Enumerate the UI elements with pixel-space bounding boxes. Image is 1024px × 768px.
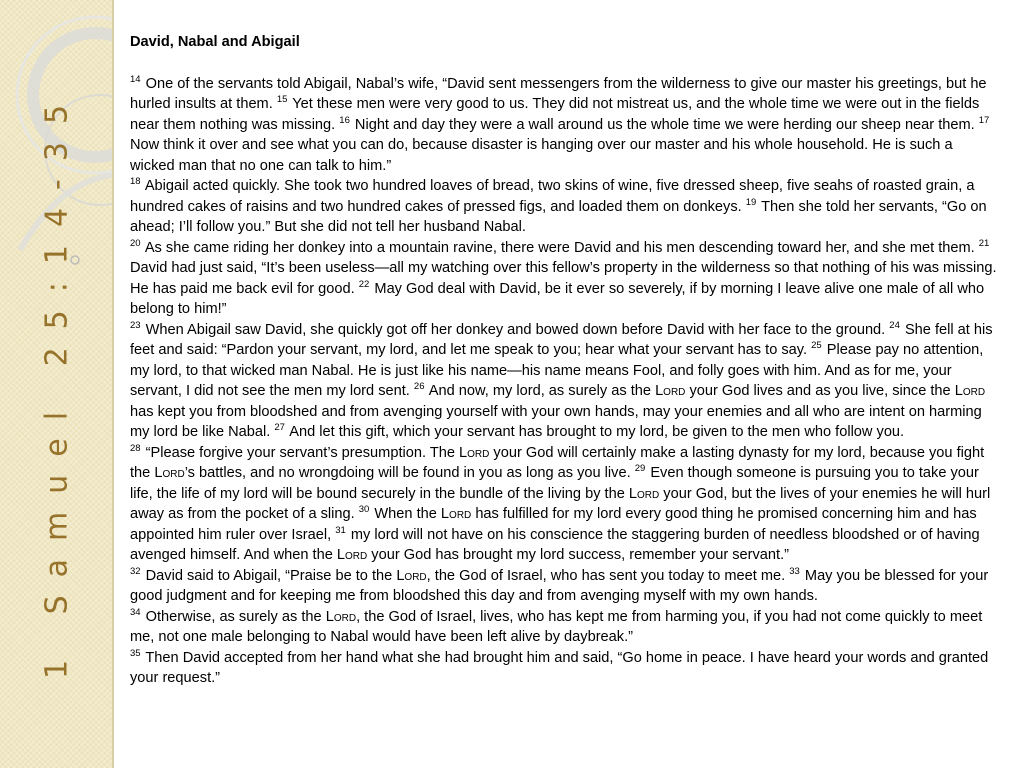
verse-number: 33 <box>789 565 800 577</box>
verse-paragraph <box>130 443 998 566</box>
verse-text: Night and day they were a wall around us the whole time we were herding our sheep near them. <box>354 116 979 133</box>
verse-paragraph <box>130 648 998 689</box>
divine-name: Lord <box>154 465 185 481</box>
verse-text: “Please forgive your servant’s presumption. The <box>145 444 460 461</box>
verse-number: 34 <box>130 606 141 618</box>
passage-body <box>130 74 998 689</box>
verse-text: ’s battles, and no wrongdoing will be found in you as long as you live. <box>184 465 635 481</box>
scripture-passage <box>130 32 998 689</box>
verse-text: When the <box>374 506 441 522</box>
verse-text: has kept you from bloodshed and from avenging yourself with your own hands, may your enemies and all who are intent on harming my lord be like Nabal. <box>130 403 982 440</box>
verse-number: 30 <box>358 504 370 516</box>
verse-text: May God deal with David, be it ever so severely, if by morning I leave alive one male of all who belong to him!” <box>130 280 985 317</box>
verse-text: As she came riding her donkey into a mountain ravine, there were David and his men descending toward her, and she met them. <box>144 239 979 256</box>
divine-name: Lord <box>628 485 660 502</box>
verse-text: Abigail acted quickly. She took two hundred loaves of bread, two skins of wine, five dressed sheep, five seahs of roasted grain, a hundred cakes of raisins and two hundred cakes of pressed figs, and loaded them on donkeys. <box>130 178 975 215</box>
verse-text: Please pay no attention, my lord, to that wicked man Nabal. He is just like his name—his name means Fool, and folly goes with him. And as for me, your servant, I did not see the men my lord sent. <box>130 342 984 399</box>
verse-number: 25 <box>811 340 822 352</box>
verse-paragraph <box>130 74 998 177</box>
verse-text: your God will certainly make a lasting dynasty for my lord, because you fight the <box>130 444 985 481</box>
verse-number: 19 <box>745 196 757 208</box>
verse-number: 26 <box>413 381 425 393</box>
vertical-book-title: 1 Samuel 25:14-35 <box>39 86 75 680</box>
verse-text: your God lives and as you live, since the <box>685 383 955 399</box>
verse-text: And let this gift, which your servant has brought to my lord, be given to the men who follow you. <box>289 424 905 440</box>
verse-number: 14 <box>130 73 141 85</box>
verse-text: has fulfilled for my lord every good thing he promised concerning him and has appointed him ruler over Israel, <box>130 506 977 543</box>
verse-text: When Abigail saw David, she quickly got off her donkey and bowed down before David with her face to the ground. <box>145 321 890 338</box>
verse-text: , the God of Israel, lives, who has kept me from harming you, if you had not come quickly to meet me, not one male belonging to Nabal would have been left alive by daybreak.” <box>130 608 983 645</box>
verse-number: 18 <box>130 176 141 188</box>
passage-title: David, Nabal and Abigail <box>130 34 300 50</box>
divine-name: Lord <box>459 444 490 461</box>
verse-text: Now think it over and see what you can do, because disaster is hanging over our master and his whole household. He is such a wicked man that no one can talk to him.” <box>130 137 953 174</box>
verse-number: 27 <box>274 422 285 434</box>
verse-text: Yet these men were very good to us. They did not mistreat us, and the whole time we were out in the fields near them nothing was missing. <box>130 96 980 133</box>
verse-text: And now, my lord, as surely as the <box>428 383 656 399</box>
verse-text: David said to Abigail, “Praise be to the <box>145 567 397 584</box>
verse-number: 23 <box>130 319 141 331</box>
verse-text: Then David accepted from her hand what she had brought him and said, “Go home in peace. I have heard your words and granted your request.” <box>130 649 989 686</box>
verse-text: One of the servants told Abigail, Nabal’s wife, “David sent messengers from the wilderness to give our master his greetings, but he hurled insults at them. <box>130 75 987 112</box>
verse-text: Otherwise, as surely as the <box>145 608 326 625</box>
verse-text: your God has brought my lord success, remember your servant.” <box>367 547 789 563</box>
verse-number: 20 <box>130 237 141 249</box>
verse-text: May you be blessed for your good judgment and for keeping me from bloodshed this day and from avenging myself with my own hands. <box>130 567 989 604</box>
verse-text: , the God of Israel, who has sent you today to meet me. <box>426 567 790 584</box>
verse-number: 15 <box>276 94 288 106</box>
verse-paragraph <box>130 566 998 607</box>
verse-number: 21 <box>978 237 990 249</box>
verse-paragraph <box>130 607 998 648</box>
verse-number: 29 <box>634 463 646 475</box>
divine-name: Lord <box>336 547 368 563</box>
divine-name: Lord <box>325 608 357 625</box>
verse-text: Even though someone is pursuing you to take your life, the life of my lord will be bound securely in the bundle of the living by the <box>130 465 979 502</box>
divine-name: Lord <box>396 567 427 584</box>
divine-name: Lord <box>440 506 472 522</box>
divine-name: Lord <box>954 383 986 399</box>
divine-name: Lord <box>655 383 686 399</box>
verse-text: Then she told her servants, “Go on ahead; I’ll follow you.” But she did not tell her husband Nabal. <box>130 198 987 235</box>
verse-number: 16 <box>339 114 350 126</box>
verse-number: 28 <box>130 442 141 454</box>
verse-number: 17 <box>978 114 990 126</box>
verse-paragraph <box>130 176 998 238</box>
verse-paragraph <box>130 238 998 320</box>
verse-text: your God, but the lives of your enemies he will hurl away as from the pocket of a sling. <box>130 485 991 522</box>
verse-number: 22 <box>358 278 370 290</box>
verse-number: 31 <box>335 524 346 536</box>
verse-number: 32 <box>130 565 141 577</box>
verse-text: my lord will not have on his conscience the staggering burden of needless bloodshed or of having avenged himself. And when the <box>130 526 980 563</box>
verse-number: 24 <box>889 319 900 331</box>
verse-text: She fell at his feet and said: “Pardon your servant, my lord, and let me speak to you; hear what your servant has to say. <box>130 321 993 358</box>
verse-number: 35 <box>130 647 141 659</box>
verse-text: David had just said, “It’s been useless—all my watching over this fellow’s property in the wilderness so that nothing of his was missing. He has paid me back evil for good. <box>130 260 997 297</box>
verse-paragraph <box>130 320 998 443</box>
decorative-sidebar <box>0 0 114 768</box>
